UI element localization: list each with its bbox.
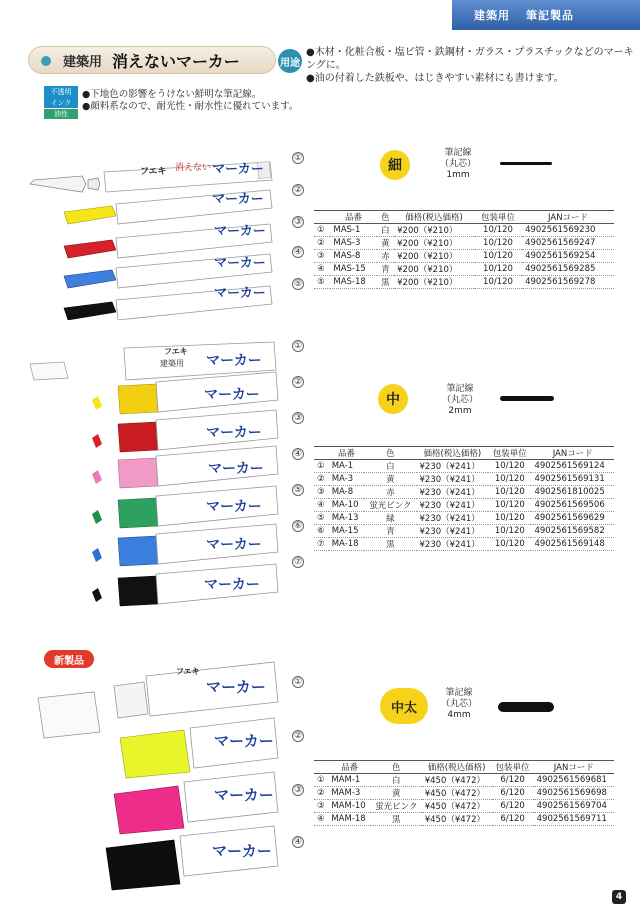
cell-num: ⑥ [314, 525, 329, 538]
cell-price: ¥230（¥241） [417, 460, 489, 473]
cell-color: 黒 [371, 813, 422, 826]
fine-num-4: ④ [293, 247, 303, 257]
medium-marker-name-5: マーカー [206, 499, 262, 515]
cell-jan: 4902561569681 [534, 774, 614, 787]
cell-jan: 4902561569124 [531, 460, 614, 473]
cell-jan: 4902561569506 [531, 499, 614, 512]
cell-color: 青 [364, 525, 416, 538]
medium-num-6: ⑥ [293, 521, 303, 531]
cell-color: 赤 [377, 250, 394, 263]
cell-jan: 4902561810025 [531, 486, 614, 499]
cell-code: MAS-15 [330, 263, 376, 276]
medium-marker-name-6: マーカー [206, 537, 262, 553]
cell-jan: 4902561569711 [534, 813, 614, 826]
table-row [314, 813, 614, 826]
cell-price: ¥450（¥472） [422, 813, 492, 826]
medium-num-1: ① [293, 341, 303, 351]
thick-size-badge: 中太 [380, 688, 428, 724]
cell-num: ⑤ [314, 512, 329, 525]
fine-table-header [314, 211, 614, 224]
title-category: 建築用 [63, 54, 103, 70]
use-line-2: ●油の付着した鉄板や、はじきやすい素材にも書けます。 [306, 73, 564, 84]
medium-line-label-2: （丸芯） [441, 395, 478, 405]
thick-num-3: ③ [293, 785, 303, 795]
thick-marker-name: マーカー [206, 678, 266, 696]
cell-color: 蛍光ピンク [364, 499, 416, 512]
cell-jan: 4902561569582 [531, 525, 614, 538]
thick-num-4: ④ [293, 837, 303, 847]
header-tab [452, 0, 640, 30]
fine-marker-name: マーカー [212, 162, 264, 177]
cell-price: ¥450（¥472） [422, 800, 492, 813]
cell-price: ¥200（¥210） [394, 237, 474, 250]
cell-jan: 4902561569230 [522, 224, 614, 237]
fine-marker-label: 消えない [175, 163, 212, 173]
fine-marker-logo: フエキ [140, 167, 167, 177]
cell-color: 黄 [364, 473, 416, 486]
title-bullet-icon [41, 56, 51, 66]
cell-color: 緑 [364, 512, 416, 525]
cell-price: ¥200（¥210） [394, 276, 474, 289]
thick-marker-logo: フエキ [176, 667, 200, 676]
medium-line-label [440, 384, 480, 417]
header-tab-category: 建築用 [474, 9, 510, 22]
fine-num-3: ③ [293, 217, 303, 227]
thick-num-1: ① [293, 677, 303, 687]
fine-line-label [438, 148, 478, 181]
cell-color: 蛍光ピンク [371, 800, 422, 813]
fine-line-label-2: （丸芯） [439, 159, 476, 169]
fine-th-jan: JANコード [522, 211, 614, 224]
cell-num: ② [314, 237, 330, 250]
cell-pack: 6/120 [492, 787, 534, 800]
product-title [28, 46, 276, 74]
fine-th-code: 品番 [330, 211, 376, 224]
medium-th-num [314, 447, 329, 460]
thick-num-2: ② [293, 731, 303, 741]
cell-pack: 6/120 [492, 813, 534, 826]
fine-spec-table [314, 210, 614, 289]
cell-color: 黄 [371, 787, 422, 800]
use-description [306, 46, 640, 85]
use-line-1: ●木材・化粧合板・塩ビ管・鉄鋼材・ガラス・プラスチックなどのマーキングに。 [306, 47, 634, 71]
cell-code: MAS-1 [330, 224, 376, 237]
cell-pack: 10/120 [474, 237, 522, 250]
cell-pack: 10/120 [474, 224, 522, 237]
cell-jan: 4902561569247 [522, 237, 614, 250]
medium-marker-name: マーカー [206, 353, 262, 369]
cell-jan: 4902561569698 [534, 787, 614, 800]
fine-size-badge: 細 [380, 150, 410, 180]
tag-opaque: 不透明 [44, 86, 78, 97]
cell-price: ¥200（¥210） [394, 250, 474, 263]
cell-code: MA-10 [329, 499, 365, 512]
medium-marker-name-4: マーカー [208, 461, 264, 477]
thick-line-label-2: （丸芯） [440, 699, 477, 709]
medium-th-price: 価格(税込価格) [417, 447, 489, 460]
cell-num: ③ [314, 800, 328, 813]
table-row [314, 800, 614, 813]
medium-num-3: ③ [293, 413, 303, 423]
cell-code: MAS-8 [330, 250, 376, 263]
cell-num: ④ [314, 263, 330, 276]
cell-num: ④ [314, 499, 329, 512]
cell-pack: 10/120 [488, 538, 531, 551]
cell-jan: 4902561569278 [522, 276, 614, 289]
cell-code: MA-18 [329, 538, 365, 551]
thick-line-sample [498, 702, 554, 712]
fine-num-1: ① [293, 153, 303, 163]
cell-price: ¥200（¥210） [394, 263, 474, 276]
cell-jan: 4902561569704 [534, 800, 614, 813]
tag-oil: 油性 [44, 109, 78, 119]
cell-jan: 4902561569131 [531, 473, 614, 486]
table-row [314, 486, 614, 499]
cell-num: ② [314, 473, 329, 486]
fine-line-label-3: 1mm [446, 170, 470, 180]
fine-line-label-1: 筆記線 [444, 148, 472, 158]
cell-color: 青 [377, 263, 394, 276]
cell-color: 黒 [364, 538, 416, 551]
feature-2: ●顔料系なので、耐光性・耐水性に優れています。 [82, 101, 299, 112]
cell-pack: 10/120 [488, 473, 531, 486]
medium-table-header [314, 447, 614, 460]
header-tab-section: 筆記製品 [526, 9, 574, 22]
cell-color: 黒 [377, 276, 394, 289]
fine-th-price: 価格(税込価格) [394, 211, 474, 224]
cell-color: 白 [377, 224, 394, 237]
thick-spec-table [314, 760, 614, 826]
table-row [314, 263, 614, 276]
table-row [314, 276, 614, 289]
cell-num: ③ [314, 486, 329, 499]
table-row [314, 473, 614, 486]
medium-marker-name-2: マーカー [204, 387, 260, 403]
medium-marker-sub: 建築用 [160, 359, 184, 368]
cell-pack: 6/120 [492, 800, 534, 813]
cell-price: ¥230（¥241） [417, 538, 489, 551]
cell-price: ¥230（¥241） [417, 473, 489, 486]
cell-price: ¥230（¥241） [417, 499, 489, 512]
cell-num: ⑦ [314, 538, 329, 551]
medium-th-jan: JANコード [531, 447, 614, 460]
cell-jan: 4902561569285 [522, 263, 614, 276]
thick-marker-name-4: マーカー [212, 842, 272, 860]
cell-price: ¥230（¥241） [417, 512, 489, 525]
cell-price: ¥450（¥472） [422, 787, 492, 800]
cell-pack: 6/120 [492, 774, 534, 787]
table-row [314, 774, 614, 787]
thick-th-price: 価格(税込価格) [422, 761, 492, 774]
thick-line-label-3: 4mm [447, 710, 471, 720]
fine-line-sample [500, 162, 552, 165]
thick-marker-name-3: マーカー [214, 786, 274, 804]
cell-code: MAM-10 [328, 800, 371, 813]
cell-color: 赤 [364, 486, 416, 499]
cell-code: MAS-3 [330, 237, 376, 250]
cell-code: MAM-3 [328, 787, 371, 800]
fine-th-pack: 包装単位 [474, 211, 522, 224]
cell-price: ¥450（¥472） [422, 774, 492, 787]
table-row [314, 499, 614, 512]
fine-marker-name-3: マーカー [214, 224, 266, 239]
cell-pack: 10/120 [474, 250, 522, 263]
cell-color: 白 [364, 460, 416, 473]
cell-pack: 10/120 [488, 525, 531, 538]
medium-num-4: ④ [293, 449, 303, 459]
medium-spec-table [314, 446, 614, 551]
table-row [314, 512, 614, 525]
fine-marker-name-5: マーカー [214, 286, 266, 301]
table-row [314, 237, 614, 250]
cell-num: ⑤ [314, 276, 330, 289]
title-name: 消えないマーカー [112, 51, 240, 71]
cell-code: MA-1 [329, 460, 365, 473]
cell-price: ¥230（¥241） [417, 486, 489, 499]
cell-code: MA-8 [329, 486, 365, 499]
cell-pack: 10/120 [488, 486, 531, 499]
fine-th-num [314, 211, 330, 224]
table-row [314, 525, 614, 538]
cell-jan: 4902561569254 [522, 250, 614, 263]
fine-num-5: ⑤ [293, 279, 303, 289]
cell-color: 黄 [377, 237, 394, 250]
cell-code: MA-3 [329, 473, 365, 486]
thick-th-num [314, 761, 328, 774]
cell-num: ④ [314, 813, 328, 826]
cell-pack: 10/120 [474, 263, 522, 276]
cell-code: MAM-1 [328, 774, 371, 787]
cell-code: MA-13 [329, 512, 365, 525]
table-row [314, 538, 614, 551]
thick-th-code: 品番 [328, 761, 371, 774]
fine-num-2: ② [293, 185, 303, 195]
medium-size-badge: 中 [378, 384, 408, 414]
cell-price: ¥230（¥241） [417, 525, 489, 538]
cell-pack: 10/120 [488, 499, 531, 512]
medium-num-7: ⑦ [293, 557, 303, 567]
cell-jan: 4902561569629 [531, 512, 614, 525]
use-badge: 用途 [278, 49, 302, 73]
cell-code: MAS-18 [330, 276, 376, 289]
cell-num: ② [314, 787, 328, 800]
medium-th-color: 色 [364, 447, 416, 460]
cell-num: ① [314, 224, 330, 237]
thick-line-label [438, 688, 480, 721]
medium-line-label-3: 2mm [448, 406, 472, 416]
cell-pack: 10/120 [488, 460, 531, 473]
cell-code: MAM-18 [328, 813, 371, 826]
thick-th-jan: JANコード [534, 761, 614, 774]
thick-th-pack: 包装単位 [492, 761, 534, 774]
cell-code: MA-15 [329, 525, 365, 538]
page-number: 4 [612, 890, 626, 904]
medium-marker-logo: フエキ [164, 347, 188, 356]
medium-line-sample [500, 396, 554, 401]
thick-marker-name-2: マーカー [214, 732, 274, 750]
medium-th-code: 品番 [329, 447, 365, 460]
fine-marker-name-2: マーカー [212, 192, 264, 207]
medium-marker-name-3: マーカー [206, 425, 262, 441]
new-product-badge: 新製品 [44, 650, 94, 668]
fine-th-color: 色 [377, 211, 394, 224]
cell-jan: 4902561569148 [531, 538, 614, 551]
medium-line-label-1: 筆記線 [446, 384, 474, 394]
table-row [314, 787, 614, 800]
thick-th-color: 色 [371, 761, 422, 774]
cell-price: ¥200（¥210） [394, 224, 474, 237]
thick-table-header [314, 761, 614, 774]
cell-num: ① [314, 460, 329, 473]
fine-marker-name-4: マーカー [214, 256, 266, 271]
cell-pack: 10/120 [474, 276, 522, 289]
medium-marker-name-7: マーカー [204, 577, 260, 593]
medium-th-pack: 包装単位 [488, 447, 531, 460]
cell-pack: 10/120 [488, 512, 531, 525]
feature-1: ●下地色の影響をうけない鮮明な筆記線。 [82, 89, 262, 100]
cell-num: ① [314, 774, 328, 787]
tag-ink: インク [44, 97, 78, 108]
medium-num-2: ② [293, 377, 303, 387]
cell-color: 白 [371, 774, 422, 787]
table-row [314, 224, 614, 237]
table-row [314, 460, 614, 473]
medium-num-5: ⑤ [293, 485, 303, 495]
table-row [314, 250, 614, 263]
thick-line-label-1: 筆記線 [445, 688, 473, 698]
cell-num: ③ [314, 250, 330, 263]
